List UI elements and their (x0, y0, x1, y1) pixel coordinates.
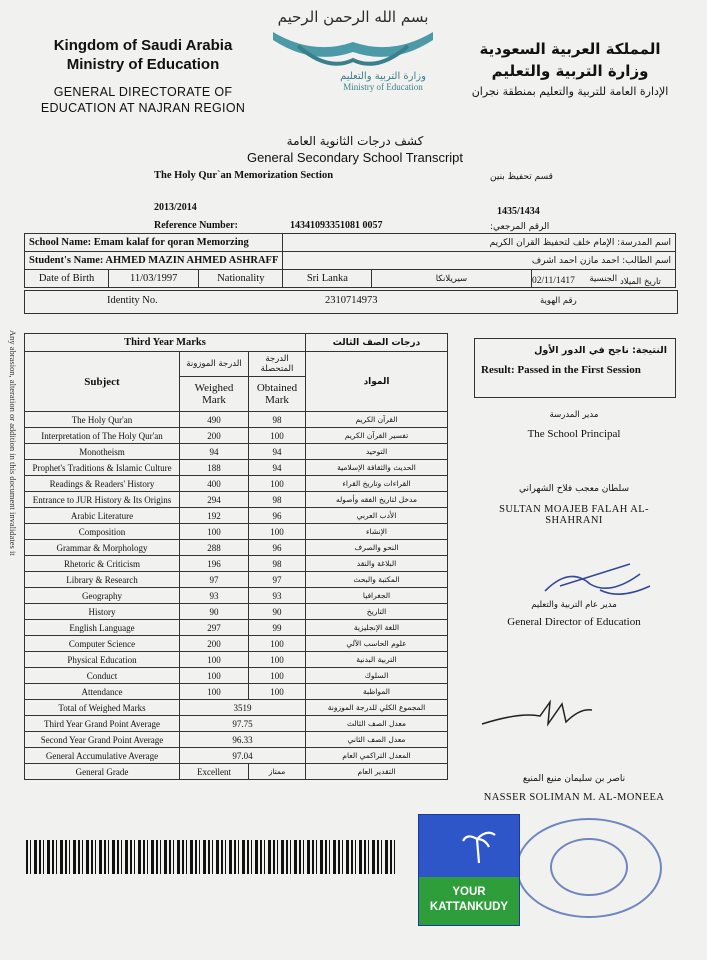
dob-hijri: 02/11/1417 (532, 276, 575, 286)
obtained-mark: 100 (249, 636, 306, 652)
total-value: 97.04 (180, 748, 306, 764)
subject-name-arabic: الجغرافيا (306, 588, 448, 604)
region-line: EDUCATION AT NAJRAN REGION (40, 101, 246, 115)
subject-row (25, 604, 448, 620)
marks-table (24, 333, 448, 780)
principal-title-arabic: مدير المدرسة (549, 410, 599, 420)
total-label-arabic: معدل الصف الثاني (306, 732, 448, 748)
basmala: بسم الله الرحمن الرحيم (277, 8, 429, 26)
total-row (25, 732, 448, 748)
subject-name-arabic: التوحيد (306, 444, 448, 460)
school-name: School Name: Emam kalaf for qoran Memorzing (25, 234, 283, 252)
subject-name: Entrance to JUR History & Its Origins (25, 492, 180, 508)
subject-row (25, 412, 448, 428)
obtained-mark: 100 (249, 668, 306, 684)
obtained-mark: 100 (249, 684, 306, 700)
subject-name-arabic: التاريخ (306, 604, 448, 620)
subject-row (25, 572, 448, 588)
weighed-mark: 400 (180, 476, 249, 492)
subject-name-arabic: البلاغة والنقد (306, 556, 448, 572)
subject-name-arabic: السلوك (306, 668, 448, 684)
weighed-mark: 490 (180, 412, 249, 428)
directorate-line: GENERAL DIRECTORATE OF (53, 85, 233, 99)
side-disclaimer: Any abrasion, alteration or addition in this document invalidates it (8, 330, 18, 556)
subject-name: Monotheism (25, 444, 180, 460)
ministry-logo (268, 4, 438, 108)
weighed-mark: 188 (180, 460, 249, 476)
subject-name-arabic: المواظبة (306, 684, 448, 700)
subject-name: Geography (25, 588, 180, 604)
logo-book-icon (268, 26, 438, 76)
total-value: 96.33 (180, 732, 306, 748)
obtained-mark: 90 (249, 604, 306, 620)
result-value: Passed in the First Session (517, 364, 641, 376)
weighed-mark: 200 (180, 636, 249, 652)
subject-row (25, 524, 448, 540)
total-label-arabic: المجموع الكلي للدرجة الموزونة (306, 700, 448, 716)
dob-label-arabic: تاريخ الميلاد (620, 277, 661, 287)
nationality-arabic-value: سيريلانكا (372, 270, 531, 288)
student-name-arabic: اسم الطالب: احمد مازن احمد اشرف (283, 252, 676, 270)
subject-row (25, 588, 448, 604)
watermark-line1: YOUR (452, 886, 486, 898)
header-english (28, 36, 258, 116)
weighed-mark: 100 (180, 652, 249, 668)
header-arabic (455, 38, 685, 100)
subject-name-arabic: الأدب العربي (306, 508, 448, 524)
dob-value: 11/03/1997 (109, 270, 199, 288)
weighed-mark: 294 (180, 492, 249, 508)
subject-name: Composition (25, 524, 180, 540)
total-label-arabic: المعدل التراكمي العام (306, 748, 448, 764)
marks-title: Third Year Marks (25, 334, 306, 352)
subject-name: Physical Education (25, 652, 180, 668)
subject-name-arabic: القراءات وتاريخ القراء (306, 476, 448, 492)
subject-row (25, 684, 448, 700)
obtained-mark: 98 (249, 492, 306, 508)
grade-value: Excellent (180, 764, 249, 780)
subject-name: Readings & Readers' History (25, 476, 180, 492)
weighed-mark: 94 (180, 444, 249, 460)
year-hijri: 1435/1434 (497, 206, 540, 217)
director-name-arabic: ناصر بن سليمان منيع المنيع (522, 774, 626, 784)
obtained-mark: 94 (249, 444, 306, 460)
nationality-label: Nationality (199, 270, 283, 288)
logo-arabic: وزارة التربية والتعليم (340, 71, 426, 82)
principal-name: SULTAN MOAJEB FALAH AL-SHAHRANI (499, 504, 649, 526)
identity-value: 2310714973 (325, 295, 378, 306)
subject-row (25, 668, 448, 684)
total-label: General Accumulative Average (25, 748, 180, 764)
director-name: NASSER SOLIMAN M. AL-MONEEA (483, 792, 665, 803)
weighed-mark: 192 (180, 508, 249, 524)
subject-name: Computer Science (25, 636, 180, 652)
reference-label-arabic: الرقم المرجعي: (490, 222, 550, 232)
subject-name: Interpretation of The Holy Qur'an (25, 428, 180, 444)
subject-name: Rhetoric & Criticism (25, 556, 180, 572)
weighed-mark: 100 (180, 668, 249, 684)
obtained-mark: 96 (249, 508, 306, 524)
subject-row (25, 620, 448, 636)
obtained-mark: 97 (249, 572, 306, 588)
weighed-mark: 200 (180, 428, 249, 444)
result-arabic: النتيجة: ناجح في الدور الأول (534, 345, 667, 356)
title-arabic: كشف درجات الثانوية العامة (286, 134, 424, 148)
total-label: Third Year Grand Point Average (25, 716, 180, 732)
watermark-badge (418, 814, 520, 926)
director-name-block (474, 774, 674, 803)
stamp-inner-ring (550, 838, 628, 896)
subject-row (25, 540, 448, 556)
principal-block (474, 410, 674, 526)
obtained-mark: 98 (249, 412, 306, 428)
weighed-mark: 93 (180, 588, 249, 604)
principal-signature-icon (540, 556, 660, 606)
total-row (25, 700, 448, 716)
obtained-header-arabic: الدرجة المتحصلة (249, 352, 306, 377)
principal-name-arabic: سلطان معجب فلاح الشهراني (518, 484, 630, 494)
subject-name-arabic: المكتبة والبحث (306, 572, 448, 588)
subject-name-arabic: اللغة الإنجليزية (306, 620, 448, 636)
obtained-mark: 99 (249, 620, 306, 636)
result-label: Result: (481, 364, 515, 376)
weighed-mark: 90 (180, 604, 249, 620)
obtained-mark: 94 (249, 460, 306, 476)
ministry-line: Ministry of Education (66, 56, 220, 73)
subject-name: Attendance (25, 684, 180, 700)
obtained-mark: 100 (249, 524, 306, 540)
kingdom-line: Kingdom of Saudi Arabia (53, 37, 233, 54)
subject-row (25, 508, 448, 524)
director-title: General Director of Education (507, 616, 641, 628)
result-box (474, 338, 676, 398)
subject-name: English Language (25, 620, 180, 636)
weighed-mark: 97 (180, 572, 249, 588)
dob-label: Date of Birth (25, 270, 109, 288)
subject-row (25, 492, 448, 508)
section-arabic: قسم تحفيظ بنين (490, 172, 553, 182)
subject-header: Subject (25, 352, 180, 412)
directorate-arabic: الإدارة العامة للتربية والتعليم بمنطقة نجران (471, 85, 669, 98)
palm-moon-icon (419, 815, 519, 881)
nationality-arabic-label: الجنسية (531, 270, 675, 288)
subject-row (25, 444, 448, 460)
subject-name-arabic: التربية البدنية (306, 652, 448, 668)
subject-row (25, 476, 448, 492)
official-stamp (516, 818, 662, 918)
director-title-arabic: مدير عام التربية والتعليم (531, 600, 617, 610)
weighed-mark: 100 (180, 524, 249, 540)
principal-title: The School Principal (527, 428, 621, 440)
subject-name: Library & Research (25, 572, 180, 588)
kingdom-arabic: المملكة العربية السعودية (479, 40, 661, 58)
reference-label: Reference Number: (154, 220, 238, 231)
director-block (474, 600, 674, 628)
subject-name-arabic: الحديث والثقافة الإسلامية (306, 460, 448, 476)
subject-row (25, 460, 448, 476)
obtained-mark: 100 (249, 428, 306, 444)
director-signature-icon (480, 694, 600, 734)
obtained-mark: 96 (249, 540, 306, 556)
subject-row (25, 556, 448, 572)
weighed-mark: 196 (180, 556, 249, 572)
total-label: Second Year Grand Point Average (25, 732, 180, 748)
weighed-mark: 288 (180, 540, 249, 556)
student-info-table (24, 233, 676, 288)
total-value: 97.75 (180, 716, 306, 732)
subject-name: Conduct (25, 668, 180, 684)
subject-name-arabic: علوم الحاسب الآلي (306, 636, 448, 652)
subject-name-arabic: الإنشاء (306, 524, 448, 540)
total-label-arabic: معدل الصف الثالث (306, 716, 448, 732)
total-label: Total of Weighed Marks (25, 700, 180, 716)
grade-value-arabic: ممتاز (249, 764, 306, 780)
section-english: The Holy Qur`an Memorization Section (154, 170, 334, 181)
logo-english: Ministry of Education (343, 82, 423, 92)
weighed-header: Weighed Mark (180, 377, 249, 412)
marks-title-arabic: درجات الصف الثالث (306, 334, 448, 352)
identity-label: Identity No. (107, 295, 158, 306)
grade-label-arabic: التقدير العام (306, 764, 448, 780)
total-row (25, 748, 448, 764)
obtained-mark: 100 (249, 476, 306, 492)
subject-row (25, 428, 448, 444)
reference-number: 14341093351081 0057 (290, 220, 383, 231)
subject-name-arabic: القرآن الكريم (306, 412, 448, 428)
subject-name-arabic: مدخل لتاريخ الفقه وأصوله (306, 492, 448, 508)
subject-name: History (25, 604, 180, 620)
student-name: Student's Name: AHMED MAZIN AHMED ASHRAFF (25, 252, 283, 270)
school-name-arabic: اسم المدرسة: الإمام خلف لتحفيظ القران الكريم (283, 234, 676, 252)
subject-name: Grammar & Morphology (25, 540, 180, 556)
title-english: General Secondary School Transcript (246, 150, 464, 165)
subject-name: Prophet's Traditions & Islamic Culture (25, 460, 180, 476)
nationality-value: Sri Lanka (283, 270, 372, 288)
obtained-mark: 93 (249, 588, 306, 604)
obtained-mark: 98 (249, 556, 306, 572)
barcode (26, 840, 398, 874)
subject-name: Arabic Literature (25, 508, 180, 524)
year-gregorian: 2013/2014 (154, 202, 197, 213)
obtained-header: Obtained Mark (249, 377, 306, 412)
subject-header-arabic: المواد (306, 352, 448, 412)
total-value: 3519 (180, 700, 306, 716)
subject-row (25, 636, 448, 652)
subject-name: The Holy Qur'an (25, 412, 180, 428)
ministry-arabic: وزارة التربية والتعليم (491, 62, 649, 80)
identity-row (24, 290, 678, 314)
subject-name-arabic: تفسير القرآن الكريم (306, 428, 448, 444)
identity-label-arabic: رقم الهوية (540, 296, 577, 306)
subject-name-arabic: النحو والصرف (306, 540, 448, 556)
total-row (25, 716, 448, 732)
weighed-mark: 100 (180, 684, 249, 700)
subject-row (25, 652, 448, 668)
watermark-line2: KATTANKUDY (429, 901, 509, 913)
grade-label: General Grade (25, 764, 180, 780)
weighed-mark: 297 (180, 620, 249, 636)
obtained-mark: 100 (249, 652, 306, 668)
weighted-header-arabic: الدرجة الموزونة (180, 352, 249, 377)
